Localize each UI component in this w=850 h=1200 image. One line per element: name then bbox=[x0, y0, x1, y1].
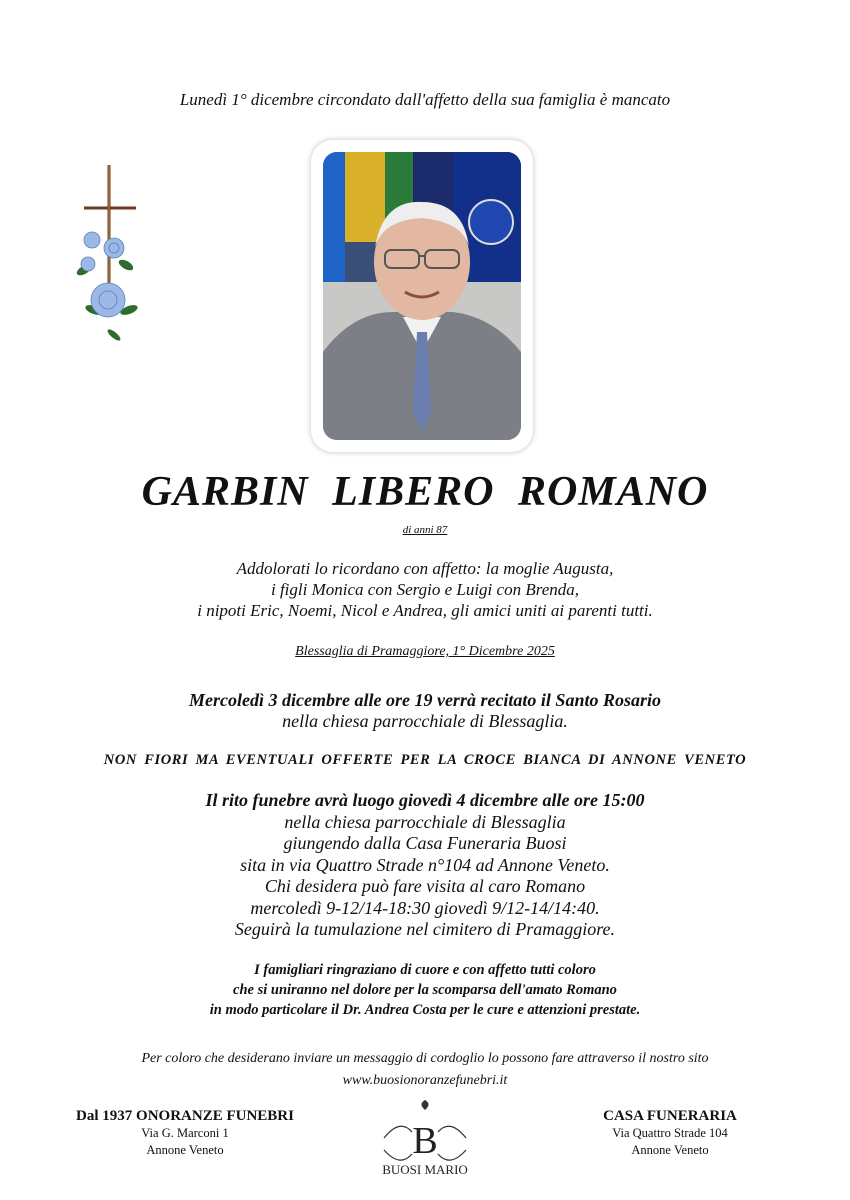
funeral-headline: Il rito funebre avrà luogo giovedì 4 dicembre alle ore 15:00 bbox=[205, 790, 645, 810]
mourners-text bbox=[0, 558, 850, 621]
thanks-text bbox=[0, 960, 850, 1020]
funeral-line: Seguirà la tumulazione nel cimitero di Pramaggiore. bbox=[234, 919, 616, 939]
mourners-line: Addolorati lo ricordano con affetto: la moglie Augusta, bbox=[236, 559, 614, 578]
logo-letter: B bbox=[412, 1120, 438, 1162]
funeral-line: nella chiesa parrocchiale di Blessaglia bbox=[284, 811, 566, 832]
flowers-notice: NON FIORI MA EVENTUALI OFFERTE PER LA CROCE BIANCA DI ANNONE VENETO bbox=[103, 752, 747, 768]
funeral-line: sita in via Quattro Strade n°104 ad Annone Veneto. bbox=[240, 854, 610, 875]
deceased-name: GARBIN LIBERO ROMANO bbox=[141, 469, 709, 515]
thanks-line: I famigliari ringraziano di cuore e con affetto tutti coloro bbox=[254, 962, 596, 978]
funeral-line: Chi desidera può fare visita al caro Romano bbox=[264, 876, 586, 896]
footer-right-city: Annone Veneto bbox=[631, 1143, 709, 1157]
mourners-line: i nipoti Eric, Noemi, Nicol e Andrea, gli amici uniti ai parenti tutti. bbox=[197, 601, 653, 620]
footer-right-title: CASA FUNERARIA bbox=[603, 1108, 737, 1124]
footer-right-address: Via Quattro Strade 104 bbox=[612, 1126, 728, 1140]
funeral-details bbox=[0, 790, 850, 941]
footer-funeral-services bbox=[55, 1108, 315, 1159]
portrait-photo bbox=[323, 152, 521, 440]
footer-left-city: Annone Veneto bbox=[146, 1143, 224, 1157]
thanks-line: in modo particolare il Dr. Andrea Costa per le cure e attenzioni prestate. bbox=[209, 1002, 641, 1018]
footer-funeral-home bbox=[555, 1108, 785, 1159]
condolences-text bbox=[0, 1048, 850, 1092]
portrait-photo-frame bbox=[311, 140, 533, 452]
funeral-line: giungendo dalla Casa Funeraria Buosi bbox=[283, 833, 567, 853]
condolences-line: Per coloro che desiderano inviare un messaggio di cordoglio lo possono fare attraverso il nostro sito bbox=[141, 1051, 709, 1066]
logo-text: BUOSI MARIO bbox=[382, 1162, 468, 1177]
cross-with-roses-icon bbox=[64, 160, 164, 360]
age-label: di anni 87 bbox=[402, 524, 448, 536]
rosary-notice bbox=[0, 690, 850, 732]
footer-left-title: Dal 1937 ONORANZE FUNEBRI bbox=[76, 1108, 294, 1124]
rosary-location: nella chiesa parrocchiale di Blessaglia. bbox=[282, 711, 568, 731]
thanks-line: che si uniranno nel dolore per la scomparsa dell'amato Romano bbox=[233, 982, 617, 998]
buosi-logo bbox=[370, 1098, 480, 1178]
rosary-headline: Mercoledì 3 dicembre alle ore 19 verrà recitato il Santo Rosario bbox=[189, 690, 661, 710]
intro-text: Lunedì 1° dicembre circondato dall'affetto della sua famiglia è mancato bbox=[179, 90, 671, 109]
funeral-line: mercoledì 9-12/14-18:30 giovedì 9/12-14/14:40. bbox=[250, 897, 600, 918]
place-date: Blessaglia di Pramaggiore, 1° Dicembre 2025 bbox=[295, 644, 555, 659]
mourners-line: i figli Monica con Sergio e Luigi con Brenda, bbox=[270, 580, 579, 599]
footer-left-address: Via G. Marconi 1 bbox=[141, 1126, 229, 1140]
website-link[interactable]: www.buosionoranzefunebri.it bbox=[342, 1073, 508, 1088]
